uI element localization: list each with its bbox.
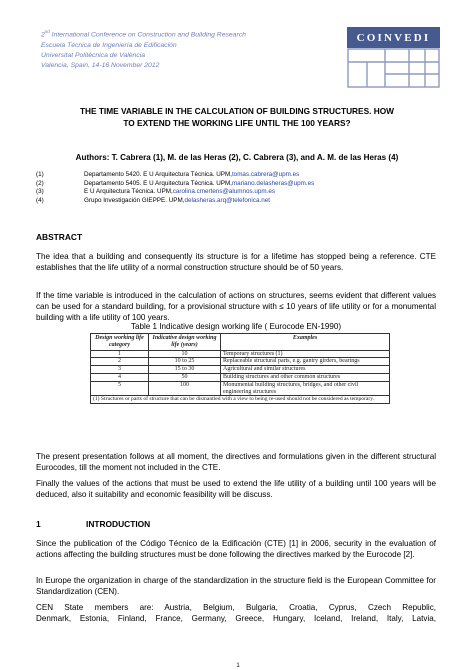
title-line-1: THE TIME VARIABLE IN THE CALCULATION OF BUILDING STRUCTURES. HOW: [79, 106, 395, 116]
column-header: Indicative design working life (years): [149, 334, 221, 351]
table-caption: Table 1 Indicative design working life ( Eurocode EN-1990): [130, 322, 342, 331]
email-link[interactable]: tomas.cabrera@upm.es: [231, 171, 300, 178]
introduction-paragraph-2: In Europe the organization in charge of the standardization in the structure field is the European Committee for Standardization (CEN).: [36, 576, 436, 597]
abstract-paragraph-2: If the time variable is introduced in the calculation of actions on structures, seems evident that different values can be used for a standard building, for a provisional structure with ≤ 10 years of life utility or for a monumental building with a life utility of 100 years.: [36, 291, 436, 323]
abstract-heading: ABSTRACT: [36, 232, 83, 242]
abstract-paragraph-1: The idea that a building and consequently its structure is for a lifetime has stopped being a reference. CTE establishes that the life utility of a normal construction structure should be of 50 years.: [36, 252, 436, 273]
logo-text: COINVEDI: [356, 32, 431, 44]
body-paragraph-4: Finally the values of the actions that must be used to extend the life utility of a building until 100 years will be deduced, also it suitability and economic feasibility will be discuss.: [36, 479, 436, 500]
conference-line-4: Valencia, Spain, 14-16 November 2012: [41, 62, 160, 70]
table-row: 2 10 to 25 Replaceable structural parts, e.g. gantry girders, bearings: [91, 358, 390, 366]
affiliation-item: (3) E U Arquitectura Técnica. UPM, carolina.cmertens@alumnos.upm.es: [36, 188, 276, 196]
affiliations: [36, 171, 436, 205]
introduction-paragraph-3-line-2: Denmark, Estonia, Finland, France, Germany, Greece, Hungary, Iceland, Ireland, Italy, Latvia,: [36, 614, 436, 623]
coinvedi-logo: [347, 27, 440, 88]
body-paragraph-3: The present presentation follows at all moment, the directives and formulations given in the different structural Eurocodes, till the moment not included in the CTE.: [36, 452, 436, 473]
paper-title: [60, 106, 414, 129]
authors: Authors: T. Cabrera (1), M. de las Heras (2), C. Cabrera (3), and A. M. de las Heras (4): [75, 153, 399, 162]
column-header: Examples: [221, 334, 390, 351]
affiliation-item: (1) Departamento 5420. E U Arquitectura Técnica. UPM, tomas.cabrera@upm.es: [36, 171, 300, 178]
conference-line-1: 2nd International Conference on Construction and Building Research: [41, 29, 246, 39]
introduction-paragraph-1: Since the publication of the Código Técnico de la Edificación (CTE) [1] in 2006, security in the evaluation of actions affecting the building structures must be done following the directives marked by the Eurocode [2].: [36, 539, 436, 560]
email-link[interactable]: mariano.delasheras@upm.es: [231, 179, 315, 187]
introduction-heading: INTRODUCTION: [86, 519, 151, 529]
design-life-table: [90, 333, 390, 404]
table-row: 3 15 to 30 Agricultural and similar structures: [91, 366, 390, 374]
table-row: 1 10 Temporary structures (1): [91, 350, 390, 358]
page-number: 1: [236, 663, 240, 669]
title-line-2: TO EXTEND THE WORKING LIFE UNTIL THE 100 YEARS?: [123, 117, 351, 128]
table-note-row: [91, 396, 390, 404]
logo-grid-icon: [347, 48, 440, 88]
conference-line-3: Universitat Politècnica de València: [41, 52, 146, 60]
table-row: 5 100 Monumental building structures, bridges, and other civil engineering structures: [91, 381, 390, 396]
column-header: Design working life category: [91, 334, 149, 351]
table-note: (1) Structures or parts of structure that can be dismantled with a view to being re-used should not be considered as temporary.: [91, 396, 390, 404]
affiliation-item: (2) Departamento 5405. E U Arquitectura Técnica. UPM, mariano.delasheras@upm.es: [36, 179, 315, 187]
table-header-row: [91, 334, 390, 351]
email-link[interactable]: delasheras.arq@telefonica.net: [184, 196, 270, 204]
affiliation-item: (4) Grupo Investigación GIEPPE. UPM, delasheras.arq@telefonica.net: [36, 196, 270, 204]
introduction-paragraph-3-line-1: CEN State members are: Austria, Belgium, Bulgaria, Croatia, Cyprus, Czech Republic,: [36, 603, 436, 612]
conference-line-2: Escuela Técnica de Ingeniería de Edificación: [41, 41, 177, 49]
section-number: 1: [36, 519, 41, 529]
table-row: 4 50 Building structures and other common structures: [91, 373, 390, 381]
email-link[interactable]: carolina.cmertens@alumnos.upm.es: [172, 188, 276, 196]
conference-header: [41, 27, 341, 72]
